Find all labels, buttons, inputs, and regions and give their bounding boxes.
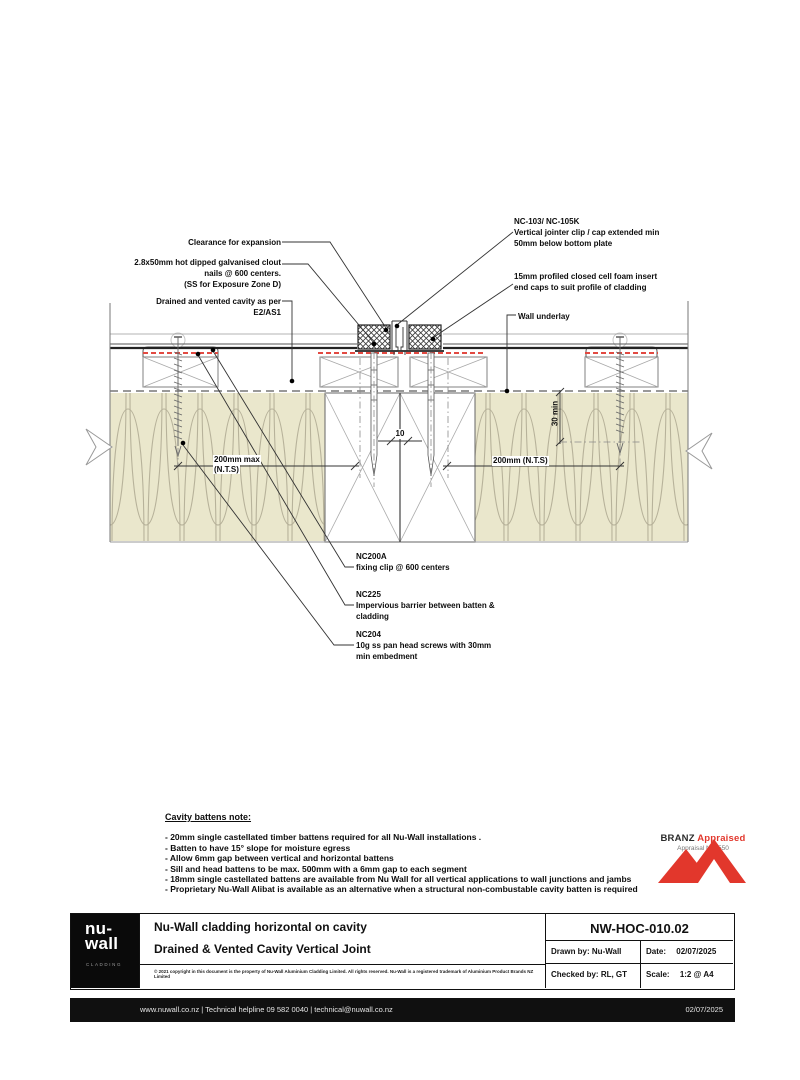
dimension-embedment: [551, 399, 560, 429]
annotation-clearance: [188, 237, 281, 248]
note-title: Cavity battens note:: [165, 812, 252, 822]
checked-by-cell: [546, 964, 641, 988]
annotation-nc225: [356, 589, 495, 622]
dimension-gap: [389, 429, 411, 439]
annotation-wall-underlay: [518, 311, 570, 322]
checked-scale-row: [546, 964, 733, 988]
title-block: [70, 913, 735, 990]
break-arrow-right-icon: [686, 433, 712, 469]
drawn-by-cell: [546, 941, 641, 963]
checked-by-value: RL, GT: [600, 970, 628, 979]
drawn-date-row: [546, 941, 733, 964]
note-item: - Allow 6mm gap between vertical and horizontal battens: [165, 853, 394, 864]
annotation-foam-insert: [514, 271, 657, 293]
branz-brand-text: BRANZ: [660, 833, 695, 844]
dimension-value: 200mm (N.T.S): [493, 456, 548, 465]
branz-appraised-logo: [648, 833, 758, 852]
scale-value: 1:2 @ A4: [679, 970, 714, 979]
note-item: - 20mm single castellated timber battens required for all Nu-Wall installations .: [165, 832, 482, 843]
nuwall-logo: [71, 914, 139, 988]
dimension-qualifier: (N.T.S): [214, 464, 239, 474]
product-code: NC-103/ NC-105K: [514, 217, 580, 226]
cavity-battens-note: [165, 812, 638, 895]
cladding-lines: [110, 334, 688, 348]
annotation-text: 50mm below bottom plate: [514, 239, 613, 248]
divider: [140, 964, 545, 965]
vertical-joint-assembly: [355, 321, 444, 355]
cavity-battens: [143, 357, 658, 387]
nuwall-logo-subtext: CLADDING: [86, 962, 123, 967]
footer-date: 02/07/2025: [685, 1005, 723, 1014]
annotation-text: 15mm profiled closed cell foam insert: [514, 272, 658, 281]
note-item: - Proprietary Nu-Wall Alibat is available as an alternative when a structural non-combustable cavity batten is required: [165, 884, 638, 895]
break-arrow-left-icon: [86, 429, 112, 465]
annotation-text: Vertical jointer clip / cap extended min: [514, 228, 660, 237]
annotation-drained-cavity: [156, 296, 281, 318]
dimension-value: 10: [395, 429, 405, 438]
annotation-nc204: [356, 629, 491, 662]
batten-cross-marks: [143, 357, 658, 387]
note-item: - Sill and head battens to be max. 500mm with a 6mm gap to each segment: [165, 863, 467, 874]
nuwall-logo-text: wall: [85, 934, 119, 953]
dimension-value: 30 min: [550, 400, 560, 427]
footer-contact-text: www.nuwall.co.nz | Technical helpline 09 582 0040 | technical@nuwall.co.nz: [140, 1005, 393, 1014]
annotation-text: (SS for Exposure Zone D): [184, 280, 281, 289]
annotation-text: Drained and vented cavity as per: [156, 297, 281, 306]
product-code: NC225: [356, 590, 381, 599]
annotation-text: end caps to suit profile of cladding: [514, 283, 647, 292]
annotation-text: nails @ 600 centers.: [204, 269, 281, 278]
scale-cell: [641, 964, 733, 994]
title-cell: [139, 914, 546, 988]
annotation-clout-nails: [134, 257, 281, 290]
date-value: 02/07/2025: [676, 947, 717, 956]
annotation-jointer-clip: [514, 216, 659, 249]
annotation-nc200a: [356, 551, 450, 573]
dimension-right: [492, 456, 549, 466]
annotation-text: Wall underlay: [518, 312, 570, 321]
drawn-by-label: Drawn by:: [551, 947, 590, 956]
annotation-text: Clearance for expansion: [188, 238, 281, 247]
checked-by-label: Checked by:: [551, 970, 599, 979]
foam-insert-right: [409, 325, 441, 349]
branz-appraisal-number: Appraisal No. 550: [677, 845, 729, 852]
note-item: - Batten to have 15° slope for moisture egress: [165, 842, 351, 853]
scale-label: Scale:: [646, 970, 670, 979]
dimension-value: 200mm max: [214, 455, 260, 464]
jointer-clip: [392, 321, 407, 355]
product-code: NC204: [356, 630, 381, 639]
drawn-by-value: Nu-Wall: [591, 947, 622, 956]
dimension-left: [213, 455, 261, 474]
title-block-right: [546, 914, 733, 988]
footer-bar: [70, 998, 735, 1022]
annotation-text: cladding: [356, 612, 389, 621]
branz-appraised-text: Appraised: [697, 833, 746, 844]
product-code: NC200A: [356, 552, 387, 561]
annotation-text: E2/AS1: [253, 308, 281, 317]
annotation-text: fixing clip @ 600 centers: [356, 563, 450, 572]
drawing-title: Nu-Wall cladding horizontal on cavity: [154, 920, 367, 934]
branz-mark-icon: [648, 833, 758, 885]
drawing-number: NW-HOC-010.02: [546, 914, 733, 941]
annotation-text: min embedment: [356, 652, 418, 661]
annotation-text: 10g ss pan head screws with 30mm: [356, 641, 492, 650]
drawing-subtitle: Drained & Vented Cavity Vertical Joint: [154, 942, 371, 956]
annotation-text: 2.8x50mm hot dipped galvanised clout: [134, 258, 281, 267]
date-label: Date:: [646, 947, 667, 956]
stud-framing: [325, 393, 475, 542]
note-item: - 18mm single castellated battens are available from Nu Wall for all vertical applications to wall junctions and jambs: [165, 874, 632, 885]
annotation-text: Impervious barrier between batten &: [356, 601, 495, 610]
copyright-text: © 2021 copyright in this document is the property of Nu-Wall Aluminium Cladding Limited. All rights reserved. Nu-Wall is a registered trademark of Aluminium Product Brands NZ Limited: [154, 969, 534, 979]
nuwall-logo-text: nu-: [85, 919, 113, 938]
